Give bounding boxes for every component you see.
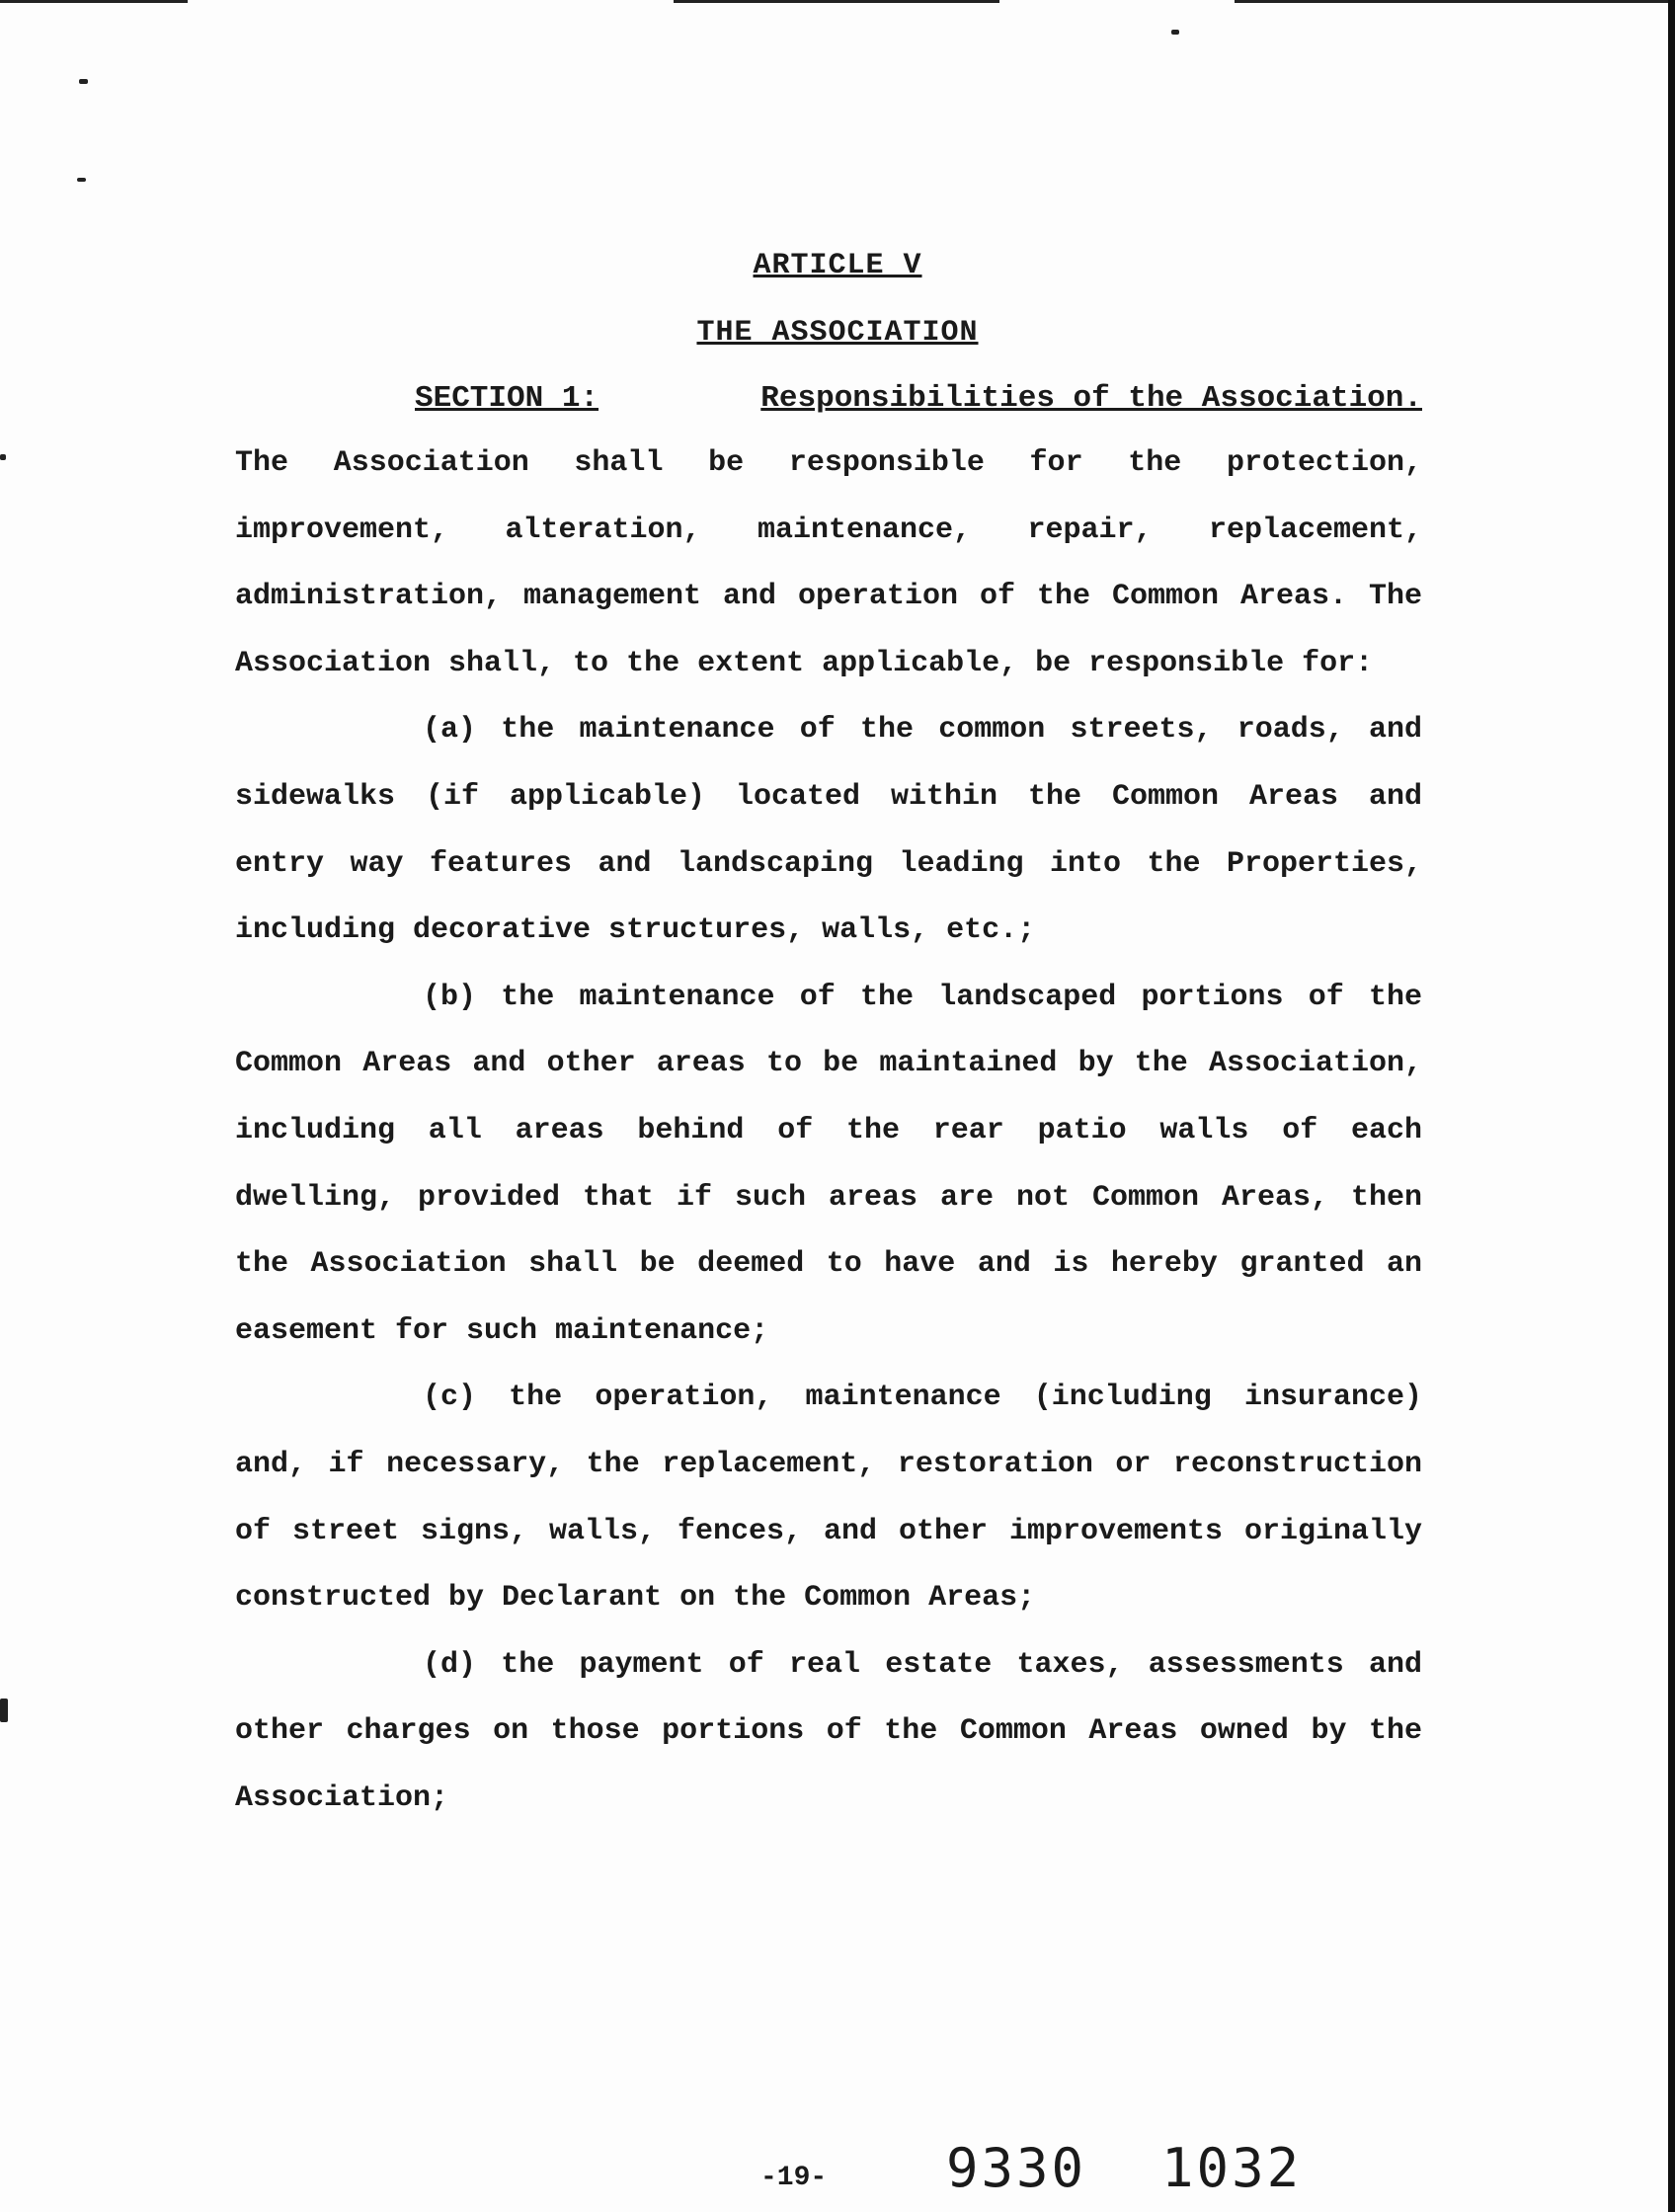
section-title: Responsibilities of the Association. <box>760 381 1422 416</box>
scan-top-line-left <box>0 0 188 3</box>
section-heading <box>415 381 1422 416</box>
scan-top-line-center <box>674 0 999 3</box>
scan-speck <box>1171 30 1179 35</box>
body-text <box>235 431 1422 1832</box>
scan-speck <box>0 454 6 460</box>
document-number-part: 9330 <box>946 2137 1087 2199</box>
paragraph-d: (d) the payment of real estate taxes, assessments and other charges on those portions of the Common Areas owned by the Association; <box>235 1647 1422 1815</box>
scan-top-line-right <box>1235 0 1675 3</box>
section-label: SECTION 1: <box>415 381 599 416</box>
scan-speck <box>0 1698 8 1722</box>
document-number <box>946 2137 1302 2199</box>
page-number: -19- <box>760 2163 828 2193</box>
paragraph-a: (a) the maintenance of the common streets, roads, and sidewalks (if applicable) located within the Common Areas and entry way features and landscaping leading into the Properties, including decorative structures, walls, etc.; <box>235 713 1422 948</box>
document-number-part: 1032 <box>1161 2137 1303 2199</box>
paragraph-c: (c) the operation, maintenance (including insurance) and, if necessary, the replacement, restoration or reconstruction of street signs, walls, fences, and other improvements originally constructed by Declarant on the Common Areas; <box>235 1381 1422 1616</box>
paragraph-intro: The Association shall be responsible for the protection, improvement, alteration, maintenance, repair, replacement, administration, management and operation of the Common Areas. The Association shall, to the extent applicable, be responsible for: <box>235 446 1422 680</box>
scan-speck <box>77 178 86 182</box>
paragraph-b: (b) the maintenance of the landscaped portions of the Common Areas and other areas to be maintained by the Association, including all areas behind of the rear patio walls of each dwelling, provided that if such areas are not Common Areas, then the Association shall be deemed to have and is hereby granted an easement for such maintenance; <box>235 980 1422 1348</box>
article-subtitle: THE ASSOCIATION <box>696 316 979 350</box>
article-title: ARTICLE V <box>753 249 922 282</box>
scan-speck <box>79 79 88 84</box>
